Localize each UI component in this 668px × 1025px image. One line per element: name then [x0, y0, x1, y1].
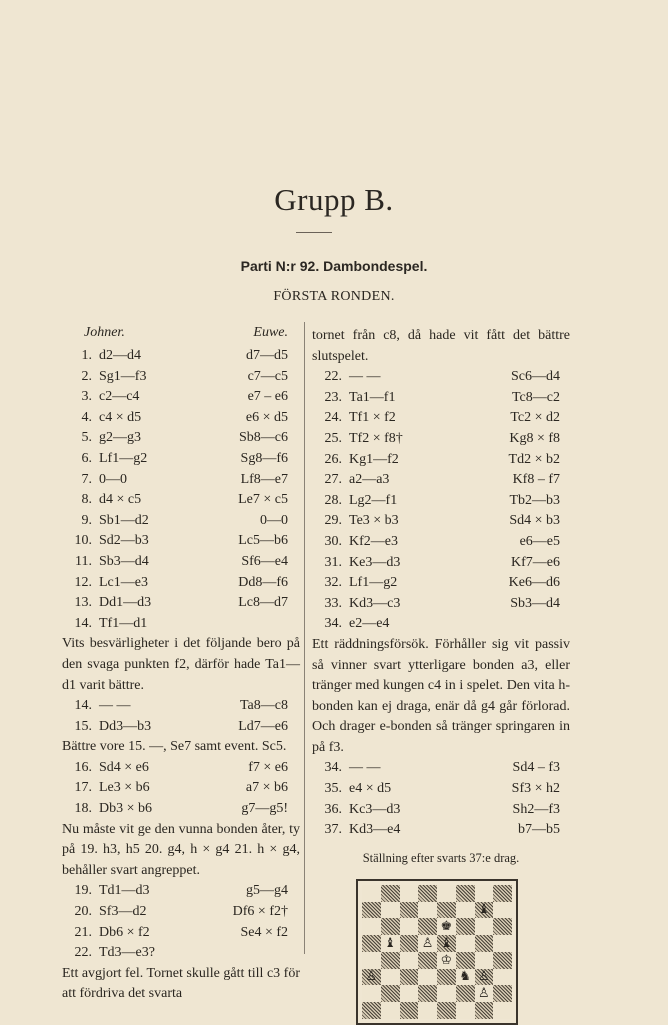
move-number: 25. — [324, 430, 342, 446]
move-row — [62, 881, 300, 902]
board-square — [493, 952, 512, 969]
annotation-4: Ett avgjort fel. Tornet skulle gått till c3 för att fördriva det svarta — [62, 965, 300, 1002]
board-square — [400, 885, 419, 902]
title-rule — [296, 232, 332, 233]
move-row — [312, 388, 570, 409]
white-move: c2—c4 — [99, 389, 140, 405]
move-number: 36. — [324, 801, 342, 817]
move-number: 13. — [74, 595, 92, 611]
white-move: Tf2 × f8† — [349, 430, 403, 446]
move-row — [312, 429, 570, 450]
board-square — [362, 1002, 381, 1019]
move-row — [312, 470, 570, 491]
move-row — [62, 696, 300, 717]
white-move: c4 × d5 — [99, 409, 142, 425]
black-move: Dd8—f6 — [238, 574, 288, 590]
white-move: Sd2—b3 — [99, 533, 149, 549]
move-number: 29. — [324, 513, 342, 529]
move-number: 15. — [74, 718, 92, 734]
move-row — [312, 594, 570, 615]
white-move: Td3—e3? — [99, 945, 155, 961]
board-square — [381, 1002, 400, 1019]
move-row — [62, 614, 300, 635]
white-move: Te3 × b3 — [349, 513, 399, 529]
move-row — [312, 779, 570, 800]
move-row — [312, 758, 570, 779]
move-row — [312, 573, 570, 594]
black-move: Sf6—e4 — [241, 553, 288, 569]
move-number: 3. — [81, 389, 92, 405]
move-row — [62, 511, 300, 532]
move-number: 22. — [74, 945, 92, 961]
move-number: 23. — [324, 389, 342, 405]
move-row — [62, 408, 300, 429]
move-number: 16. — [74, 759, 92, 775]
black-move: Kg8 × f8 — [509, 430, 560, 446]
piece-square: ♔ — [437, 952, 456, 969]
move-list-e — [312, 367, 570, 635]
white-move: Sf3—d2 — [99, 904, 147, 920]
left-column — [62, 320, 300, 1005]
white-move: Dd3—b3 — [99, 718, 152, 734]
board-square — [475, 1002, 494, 1019]
chess-board — [362, 885, 512, 1019]
board-square — [400, 952, 419, 969]
board-square — [381, 969, 400, 986]
board-square — [400, 918, 419, 935]
move-list-c — [62, 758, 300, 820]
board-square — [400, 1002, 419, 1019]
white-move: Td1—d3 — [99, 883, 150, 899]
board-square — [381, 902, 400, 919]
black-move — [194, 614, 300, 635]
game-heading: Parti N:r 92. Dambondespel. — [240, 258, 428, 274]
board-square — [456, 952, 475, 969]
board-square — [400, 969, 419, 986]
black-move: e7 – e6 — [247, 389, 288, 405]
move-row — [312, 367, 570, 388]
black-move: Sh2—f3 — [512, 801, 560, 817]
black-move: Lf8—e7 — [240, 471, 288, 487]
move-row — [312, 450, 570, 471]
black-move: Se4 × f2 — [240, 924, 288, 940]
black-move: Sd4 × b3 — [509, 513, 560, 529]
move-row — [62, 470, 300, 491]
black-move: Sd4 – f3 — [512, 760, 560, 776]
black-move: Sb8—c6 — [239, 430, 288, 446]
move-row — [62, 387, 300, 408]
black-move: 0—0 — [260, 512, 288, 528]
board-square — [437, 902, 456, 919]
black-move: Tc2 × d2 — [510, 410, 560, 426]
board-square — [493, 918, 512, 935]
move-number: 1. — [81, 348, 92, 363]
board-square — [362, 902, 381, 919]
move-number: 22. — [324, 369, 342, 385]
move-number: 34. — [324, 760, 342, 776]
black-move: Sc6—d4 — [511, 369, 560, 385]
board-square — [362, 952, 381, 969]
board-square — [493, 1002, 512, 1019]
move-number: 21. — [74, 924, 92, 940]
move-number: 5. — [81, 430, 92, 446]
white-move: Lf1—g2 — [349, 575, 398, 591]
move-list-f — [312, 758, 570, 840]
diagram-caption: Ställning efter svarts 37:e drag. — [362, 850, 520, 865]
piece-square: ♙ — [475, 985, 494, 1002]
piece-square: ♚ — [437, 918, 456, 935]
board-square — [400, 935, 419, 952]
black-move: Lc8—d7 — [238, 595, 288, 611]
move-row — [62, 778, 300, 799]
annotation-3: Nu måste vit ge den vunna bonden åter, ty på 19. h3, h5 20. g4, h × g4 21. h × g4, behåller svart angreppet. — [62, 821, 300, 878]
white-move: Kd3—c3 — [349, 595, 401, 611]
black-move: e6—e5 — [519, 533, 560, 549]
black-move: a7 × b6 — [245, 780, 288, 796]
black-move: Ke6—d6 — [508, 575, 560, 591]
board-square — [362, 885, 381, 902]
board-square — [475, 918, 494, 935]
board-square — [362, 918, 381, 935]
piece-square: ♝ — [437, 935, 456, 952]
move-number: 20. — [74, 904, 92, 920]
move-row — [62, 758, 300, 779]
move-list-a — [62, 346, 300, 634]
white-move: Kd3—e4 — [349, 822, 401, 838]
white-move: d4 × c5 — [99, 492, 142, 508]
move-row — [312, 408, 570, 429]
move-row — [62, 346, 300, 367]
chess-diagram — [356, 879, 518, 1025]
board-square — [493, 902, 512, 919]
white-move: Tf1 × f2 — [349, 410, 396, 426]
black-move: g7—g5! — [241, 801, 288, 817]
white-move: Lc1—e3 — [99, 574, 148, 590]
column-divider — [304, 322, 305, 954]
move-row — [312, 820, 570, 841]
white-move: g2—g3 — [99, 430, 141, 446]
white-move: Lg2—f1 — [349, 492, 398, 508]
board-square — [381, 952, 400, 969]
move-number: 7. — [81, 471, 92, 487]
move-row — [62, 593, 300, 614]
board-square — [418, 952, 437, 969]
black-move: d7—d5 — [246, 348, 288, 363]
move-list-b — [62, 696, 300, 737]
white-move: Ta1—f1 — [349, 389, 396, 405]
black-move: Ld7—e6 — [238, 718, 288, 734]
board-square — [418, 969, 437, 986]
board-square — [475, 935, 494, 952]
black-move: Ta8—c8 — [239, 698, 288, 714]
white-move: Lf1—g2 — [99, 450, 148, 466]
annotation-1: Vits besvärligheter i det följande bero på den svaga punkten f2, därför hade Ta1—d1 varit bättre. — [62, 636, 300, 693]
page-title: Grupp B. — [274, 182, 394, 217]
move-number: 37. — [324, 822, 342, 838]
annotation-5: Ett räddningsförsök. Förhåller sig vit passiv så vinner svart ytterligare bonden a3, eller tränger med kungen c4 in i spelet. Den vita h-bonden kan ej dragа, enär då g4 går förlorad. Och drager e-bonden så tränger springaren in på f3. — [312, 636, 570, 755]
move-number: 35. — [324, 781, 342, 797]
move-number: 19. — [74, 883, 92, 899]
black-move: f7 × e6 — [248, 759, 288, 775]
board-square — [437, 885, 456, 902]
board-square — [456, 902, 475, 919]
white-move: e4 × d5 — [349, 781, 392, 797]
move-list-d — [62, 881, 300, 963]
move-row — [62, 902, 300, 923]
move-number: 34. — [324, 616, 342, 632]
move-number: 30. — [324, 533, 342, 549]
move-row — [62, 490, 300, 511]
piece-square: ♞ — [456, 969, 475, 986]
piece-square: ♙ — [418, 935, 437, 952]
move-number: 28. — [324, 492, 342, 508]
move-row — [62, 449, 300, 470]
board-square — [381, 885, 400, 902]
board-square — [475, 952, 494, 969]
board-square — [493, 935, 512, 952]
move-number: 6. — [81, 450, 92, 466]
black-move: b7—b5 — [518, 822, 560, 838]
white-move: — — — [349, 760, 381, 776]
move-row — [312, 800, 570, 821]
move-number: 14. — [74, 615, 92, 631]
white-move: Kf2—e3 — [349, 533, 398, 549]
white-move: 0—0 — [99, 471, 127, 487]
black-move: Td2 × b2 — [508, 451, 560, 467]
board-square — [456, 885, 475, 902]
move-number: 31. — [324, 554, 342, 570]
white-move: Ke3—d3 — [349, 554, 401, 570]
move-number: 26. — [324, 451, 342, 467]
board-square — [437, 969, 456, 986]
white-player: Johner. — [84, 325, 125, 340]
move-number: 27. — [324, 472, 342, 488]
black-move: Sb3—d4 — [510, 595, 560, 611]
move-row — [312, 532, 570, 553]
move-number: 11. — [75, 553, 92, 569]
black-move: Lc5—b6 — [238, 533, 288, 549]
move-number: 12. — [74, 574, 92, 590]
black-move: Kf8 – f7 — [512, 472, 560, 488]
move-number: 9. — [81, 512, 92, 528]
move-number: 14. — [74, 698, 92, 714]
black-move: Tb2—b3 — [509, 492, 560, 508]
move-number: 2. — [81, 368, 92, 384]
white-move: Dd1—d3 — [99, 595, 152, 611]
board-square — [418, 918, 437, 935]
move-number: 32. — [324, 575, 342, 591]
white-move: Db6 × f2 — [99, 924, 150, 940]
black-move: g5—g4 — [246, 883, 288, 899]
annotation-2: Bättre vore 15. —, Se7 samt event. Sc5. — [62, 739, 287, 755]
move-row — [312, 614, 570, 635]
piece-square: ♙ — [362, 969, 381, 986]
piece-square: ♙ — [475, 969, 494, 986]
board-square — [456, 1002, 475, 1019]
black-move — [194, 943, 300, 964]
move-row — [62, 552, 300, 573]
move-row — [312, 511, 570, 532]
black-move: Sf3 × h2 — [511, 781, 560, 797]
move-row — [312, 491, 570, 512]
black-move: e6 × d5 — [245, 409, 288, 425]
move-number: 8. — [81, 492, 92, 508]
move-row — [62, 428, 300, 449]
board-square — [493, 885, 512, 902]
move-row — [62, 943, 300, 964]
white-move: Kc3—d3 — [349, 801, 401, 817]
board-square — [475, 885, 494, 902]
white-move: e2—e4 — [349, 616, 390, 632]
board-square — [456, 935, 475, 952]
white-move: — — — [99, 698, 131, 714]
round-heading: FÖRSTA RONDEN. — [273, 289, 395, 304]
black-move: Kf7—e6 — [511, 554, 560, 570]
board-square — [381, 918, 400, 935]
white-move: Sb1—d2 — [99, 512, 149, 528]
move-row — [312, 553, 570, 574]
board-square — [418, 902, 437, 919]
right-column — [312, 326, 570, 1025]
move-row — [62, 923, 300, 944]
white-move: Db3 × b6 — [99, 801, 153, 817]
board-square — [418, 885, 437, 902]
black-move: Tc8—c2 — [511, 389, 560, 405]
white-move: Le3 × b6 — [99, 780, 150, 796]
board-square — [362, 935, 381, 952]
white-move: — — — [349, 369, 381, 385]
white-move: Sg1—f3 — [99, 368, 147, 384]
move-number: 4. — [81, 409, 92, 425]
black-move: c7—c5 — [247, 368, 288, 384]
board-square — [437, 1002, 456, 1019]
players-header — [62, 320, 300, 346]
move-row — [62, 531, 300, 552]
white-move: d2—d4 — [99, 348, 141, 363]
board-square — [400, 902, 419, 919]
piece-square: ♝ — [475, 902, 494, 919]
piece-square: ♝ — [381, 935, 400, 952]
board-square — [418, 1002, 437, 1019]
move-number: 33. — [324, 595, 342, 611]
move-number: 18. — [74, 801, 92, 817]
white-move: Tf1—d1 — [99, 615, 148, 631]
move-row — [62, 717, 300, 738]
black-move: Df6 × f2† — [232, 904, 288, 920]
move-row — [62, 367, 300, 388]
black-move: Le7 × c5 — [238, 492, 288, 508]
white-move: a2—a3 — [349, 472, 390, 488]
board-square — [493, 969, 512, 986]
move-number: 10. — [74, 533, 92, 549]
white-move: Sb3—d4 — [99, 553, 149, 569]
annotation-4-continued: tornet från c8, då hade vit fått det bättre slutspelet. — [312, 328, 570, 364]
move-row — [62, 573, 300, 594]
white-move: Sd4 × e6 — [99, 759, 149, 775]
move-number: 24. — [324, 410, 342, 426]
move-number: 17. — [74, 780, 92, 796]
black-player: Euwe. — [253, 325, 288, 340]
black-move — [454, 614, 570, 635]
white-move: Kg1—f2 — [349, 451, 399, 467]
board-square — [456, 918, 475, 935]
move-row — [62, 799, 300, 820]
black-move: Sg8—f6 — [240, 450, 288, 466]
